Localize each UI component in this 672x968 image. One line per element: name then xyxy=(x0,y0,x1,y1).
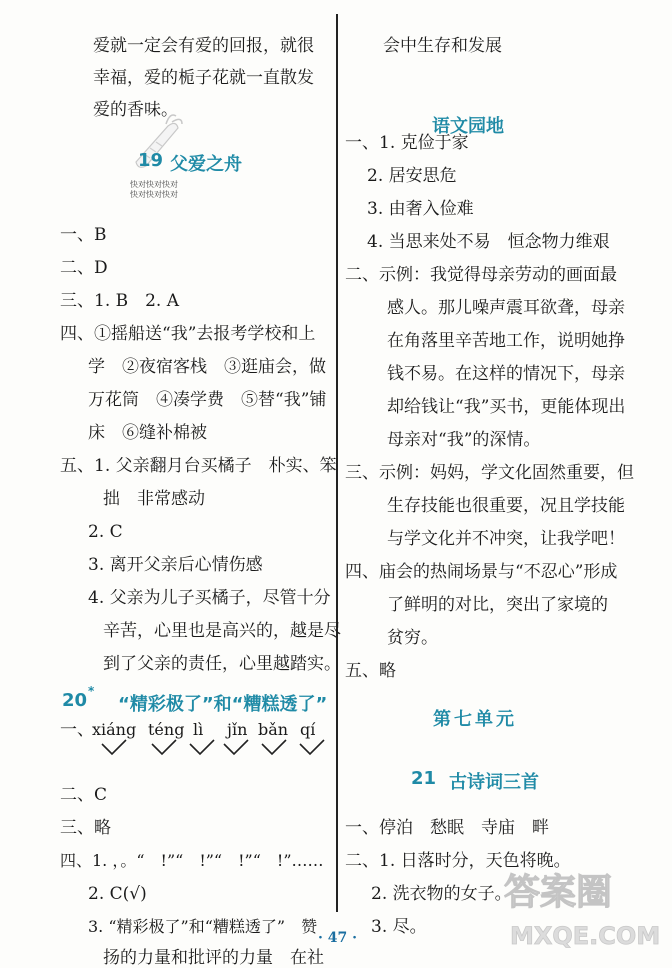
intro-line: 幸福，爱的栀子花就一直散发 xyxy=(93,68,314,88)
answer-line: 贫穷。 xyxy=(387,628,438,648)
answer-line: 一、 xyxy=(60,720,94,740)
answer-line: 二、1. 日落时分，天色将晚。 xyxy=(345,851,571,871)
small-caption: 快对快对快对 xyxy=(130,180,178,189)
lesson-title: 古诗词三首 xyxy=(449,772,539,793)
answer-line: 4. 父亲为儿子买橘子，尽管十分 xyxy=(88,588,331,608)
check-icon xyxy=(152,740,176,754)
watermark-text: 答案圈 xyxy=(504,872,613,913)
pinyin-item: qí xyxy=(300,720,316,739)
answer-line: 一、停泊 愁眠 寺庙 畔 xyxy=(345,818,549,838)
answer-line: 3. 离开父亲后心情伤感 xyxy=(88,555,263,575)
answer-line: 了鲜明的对比，突出了家境的 xyxy=(387,595,608,615)
answer-line: 生存技能也很重要，况且学技能 xyxy=(387,496,625,516)
answer-line: 3. 由奢入俭难 xyxy=(367,199,474,219)
answer-line: 辛苦，心里也是高兴的，越是尽 xyxy=(103,621,341,641)
answer-line: 五、略 xyxy=(345,661,396,681)
answer-line: 2. C xyxy=(88,522,123,542)
pinyin-item: lì xyxy=(193,720,204,739)
check-icon xyxy=(102,740,126,754)
answer-line: 二、示例：我觉得母亲劳动的画面最 xyxy=(345,265,617,285)
answer-line: 一、1. 克俭于家 xyxy=(345,133,469,153)
pinyin-item: téng xyxy=(148,720,185,739)
answer-line: 钱不易。在这样的情况下，母亲 xyxy=(387,364,625,384)
check-marks xyxy=(82,738,332,760)
answer-line: 三、1. B 2. A xyxy=(60,291,180,311)
answer-line: 学 ②夜宿客栈 ③逛庙会，做 xyxy=(88,357,326,377)
pinyin-item: bǎn xyxy=(258,720,289,739)
page-number: · 47 · xyxy=(318,930,357,946)
answer-line: 一、B xyxy=(60,225,107,245)
answer-line: 到了父亲的责任，心里越踏实。 xyxy=(103,654,341,674)
small-caption: 快对快对快对 xyxy=(130,190,178,199)
check-icon xyxy=(300,740,324,754)
watermark-url: MXQE.COM xyxy=(510,922,661,950)
answer-line: 4. 当思来处不易 恒念物力维艰 xyxy=(367,232,610,252)
answer-line: 扬的力量和批评的力量 在社 xyxy=(103,948,324,968)
lesson-star: * xyxy=(88,684,95,698)
answer-line: 五、1. 父亲翻月台买橘子 朴实、笨 xyxy=(60,456,337,476)
pinyin-item: xiáng xyxy=(92,720,137,739)
intro-line: 爱就一定会有爱的回报，就很 xyxy=(93,36,314,56)
answer-line: 2. 洗衣物的女子。 xyxy=(371,884,512,904)
answer-line: 二、C xyxy=(60,785,108,805)
unit-title: 第七单元 xyxy=(433,709,517,730)
answer-line: 四、庙会的热闹场景与“不忍心”形成 xyxy=(345,562,618,582)
lesson-title: 父爱之舟 xyxy=(170,154,242,175)
intro-line: 爱的香味。 xyxy=(93,100,178,120)
answer-line: 万花筒 ④凑学费 ⑤替“我”铺 xyxy=(88,390,327,410)
answer-line: 3. 尽。 xyxy=(371,917,427,937)
check-icon xyxy=(190,740,214,754)
lesson-number: 20 xyxy=(62,690,88,711)
answer-line: 母亲对“我”的深情。 xyxy=(387,430,541,450)
lesson-number: 19 xyxy=(138,150,164,171)
check-icon xyxy=(224,740,248,754)
site-watermark xyxy=(500,860,665,950)
answer-line: 拙 非常感动 xyxy=(103,489,205,509)
answer-line: 在角落里辛苦地工作，说明她挣 xyxy=(387,331,625,351)
answer-line: 2. C(√) xyxy=(88,884,147,904)
answer-line: 二、D xyxy=(60,258,108,278)
pinyin-item: jǐn xyxy=(227,720,248,739)
answer-line: 会中生存和发展 xyxy=(383,36,502,56)
answer-line: 3. “精彩极了”和“糟糕透了” 赞 xyxy=(88,917,318,936)
answer-line: 三、略 xyxy=(60,818,111,838)
section-title: 语文园地 xyxy=(432,116,504,137)
answer-line: 2. 居安思危 xyxy=(367,166,457,186)
answer-line: 三、示例：妈妈，学文化固然重要，但 xyxy=(345,463,634,483)
answer-line: 四、①摇船送“我”去报考学校和上 xyxy=(60,324,316,344)
answer-line: 与学文化并不冲突，让我学吧！ xyxy=(387,529,625,549)
answer-line: 感人。那儿噪声震耳欲聋，母亲 xyxy=(387,298,625,318)
answer-line: 却给钱让“我”买书，更能体现出 xyxy=(387,397,626,417)
check-icon xyxy=(262,740,286,754)
answer-line: 四、1. ，。“ !”“ !”“ !”“ !”…… xyxy=(60,851,324,870)
lesson-title: “精彩极了”和“糟糕透了” xyxy=(118,694,328,715)
lesson-number: 21 xyxy=(411,768,437,789)
answer-line: 床 ⑥缝补棉被 xyxy=(88,423,207,443)
